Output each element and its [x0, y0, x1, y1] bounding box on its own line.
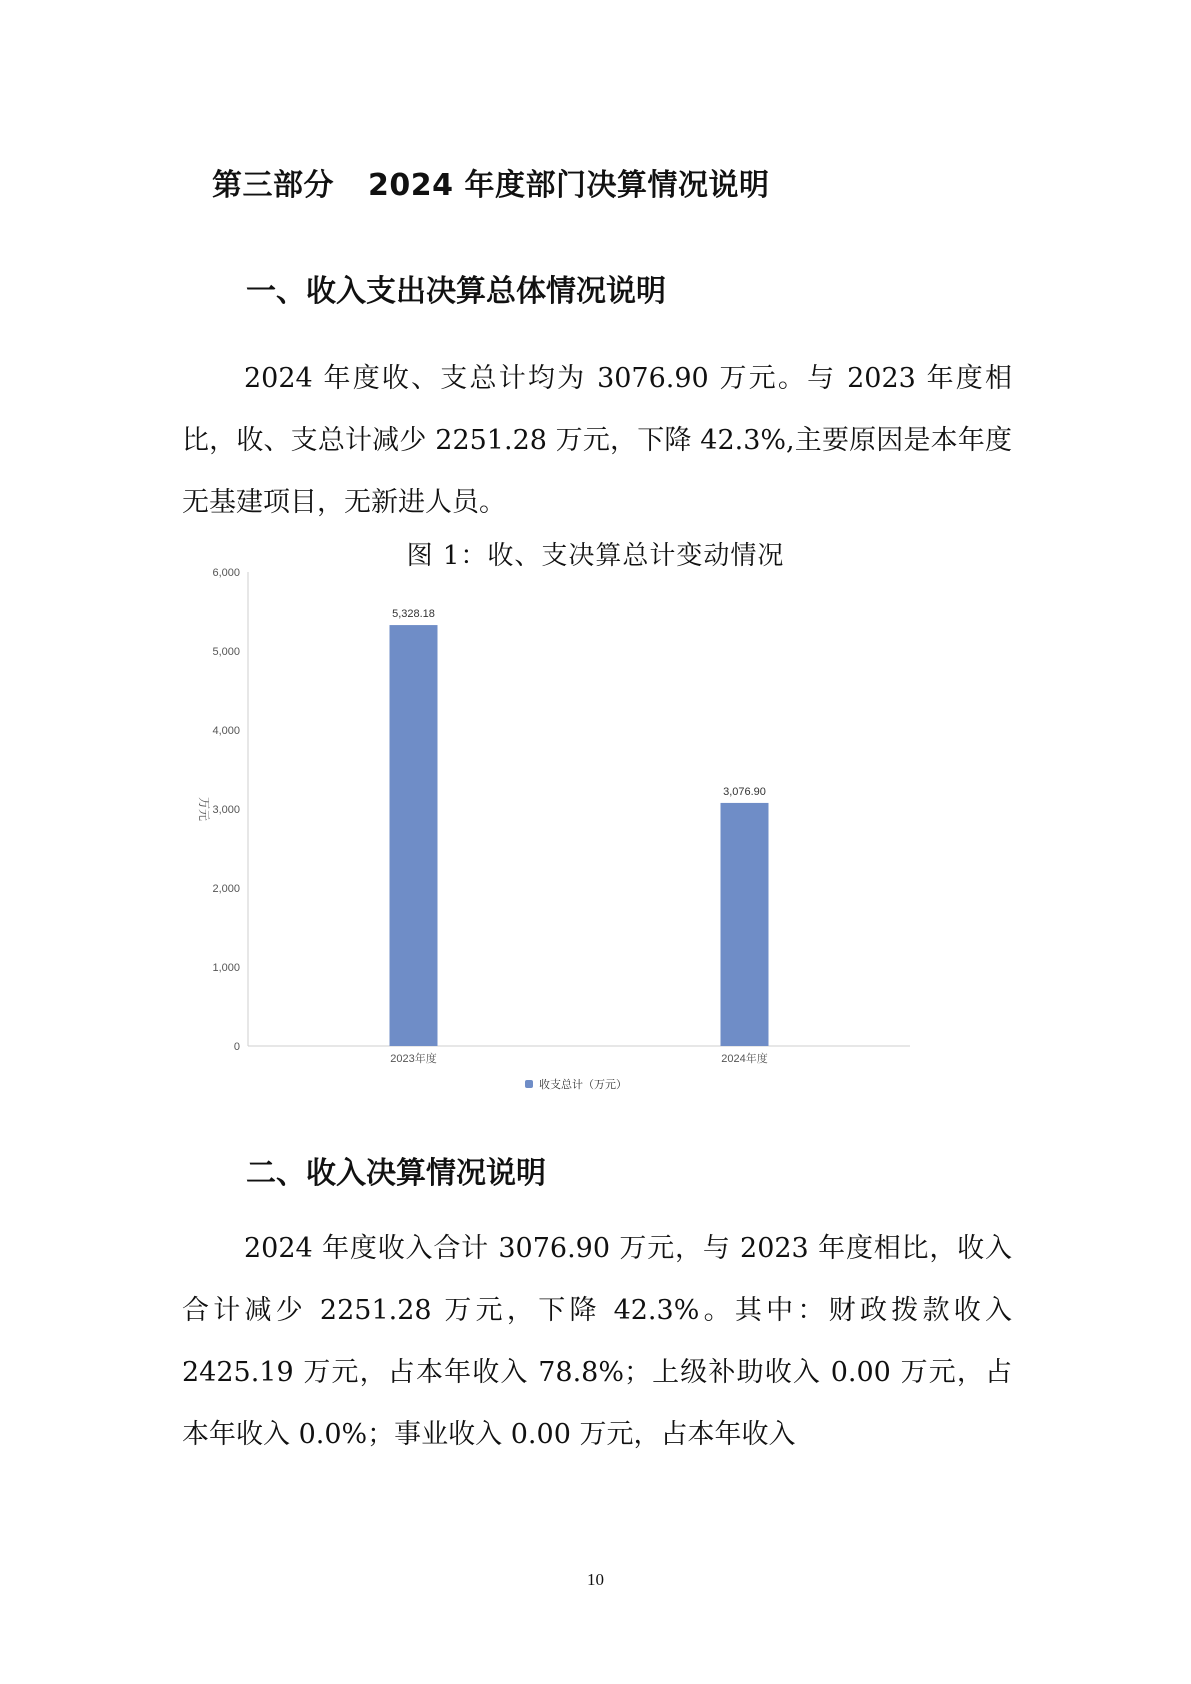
part-title-text: 2024 年度部门决算情况说明: [368, 168, 770, 203]
overview-paragraph: 2024 年度收、支总计均为 3076.90 万元。与 2023 年度相比，收、支总计减少 2251.28 万元，下降 42.3%,主要原因是本年度无基建项目，无新进人员。: [182, 363, 1012, 518]
bar-chart: [190, 567, 990, 1166]
legend-label: 收支总计（万元）: [539, 1079, 627, 1091]
bar-data-label: 3,076.90: [723, 785, 766, 798]
income-paragraph: 2024 年度收入合计 3076.90 万元，与 2023 年度相比，收入合计减少 2251.28 万元，下降 42.3%。其中：财政拨款收入 2425.19 万元，占本年收入 78.8%；上级补助收入 0.00 万元，占本年收入 0.0%；事业收入 0.00 万元，占本年收入: [182, 1233, 1012, 1450]
x-tick-label: 2023年度: [390, 1053, 437, 1065]
section-heading-overview: 一、收入支出决算总体情况说明: [246, 274, 666, 309]
y-axis-title: 万元: [197, 796, 211, 822]
bar-chart-svg: [190, 567, 990, 1166]
y-tick-label: 5,000: [212, 646, 240, 658]
y-tick-label: 3,000: [212, 804, 240, 816]
legend-swatch: [525, 1080, 533, 1088]
x-axis-labels: [390, 1051, 767, 1065]
y-tick-label: 2,000: [212, 883, 240, 895]
bar-data-label: 5,328.18: [392, 608, 435, 621]
bar: [721, 803, 769, 1046]
section-heading-income: 二、收入决算情况说明: [246, 1156, 546, 1191]
page-number: 10: [587, 1570, 604, 1589]
bar: [390, 625, 438, 1046]
legend: [525, 1077, 627, 1091]
figure-caption: 图 1：收、支决算总计变动情况: [406, 541, 785, 571]
y-tick-label: 0: [233, 1041, 240, 1053]
y-tick-label: 6,000: [212, 567, 240, 579]
x-tick-label: 2024年度: [721, 1053, 768, 1065]
y-axis: [212, 567, 240, 1053]
part-title: [212, 160, 769, 204]
bars: [390, 608, 769, 1046]
y-tick-label: 4,000: [212, 725, 240, 737]
y-tick-label: 1,000: [212, 962, 240, 974]
part-title-label: 第三部分: [212, 168, 334, 203]
